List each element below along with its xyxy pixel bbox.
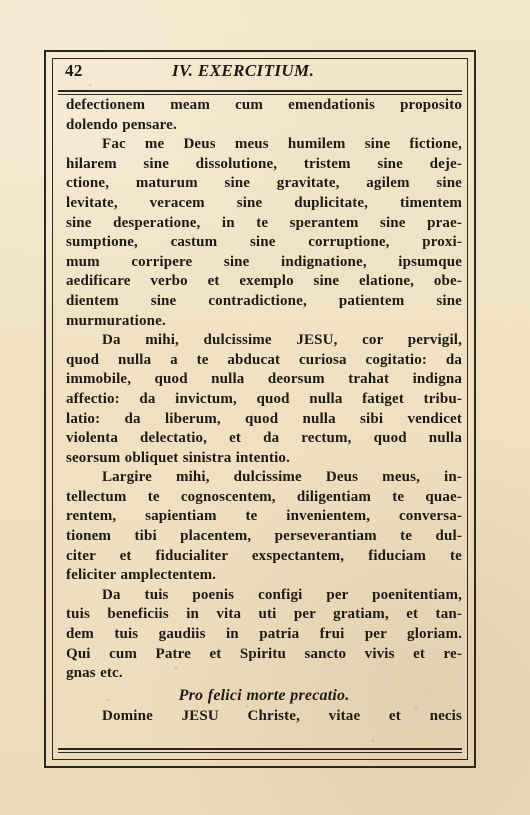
bottom-rule-thin bbox=[58, 752, 462, 753]
final-text-line: Domine JESU Christe, vitae et necis bbox=[102, 708, 462, 725]
text-line-10: aedificare verbo et exemplo sine elatione, obe- bbox=[66, 273, 462, 290]
text-line-11: dientem sine contradictione, patientem sine bbox=[66, 292, 462, 309]
running-title: IV. EXERCITIUM. bbox=[172, 61, 315, 80]
text-line-12: murmuratione. bbox=[66, 312, 166, 329]
text-line-7: sine desperatione, in te sperantem sine prae- bbox=[66, 214, 462, 231]
text-line-29: Qui cum Patre et Spiritu sancto vivis et re- bbox=[66, 645, 462, 662]
text-line-21: tellectum te cognoscentem, diligentiam te quae- bbox=[66, 488, 462, 505]
header-rule-thin bbox=[58, 94, 462, 95]
text-line-5: ctione, maturum sine gravitate, agilem sine bbox=[66, 175, 462, 192]
text-line-16: affectio: da invictum, quod nulla fatiget tribu- bbox=[66, 390, 462, 407]
text-line-30: gnas etc. bbox=[66, 665, 123, 682]
text-line-25: feliciter amplectentem. bbox=[66, 567, 217, 584]
page-text bbox=[66, 96, 462, 748]
text-line-6: levitate, veracem sine duplicitate, timentem bbox=[66, 194, 462, 211]
text-line-24: citer et fiducialiter exspectantem, fiduciam te bbox=[66, 547, 462, 564]
text-line-27: tuis beneficiis in vita uti per gratiam, et tan- bbox=[66, 606, 462, 623]
text-line-26: Da tuis poenis configi per poenitentiam, bbox=[102, 586, 462, 603]
header-rule bbox=[58, 90, 462, 92]
page-number: 42 bbox=[65, 61, 83, 80]
text-line-2: dolendo pensare. bbox=[66, 116, 177, 133]
text-line-4: hilarem sine dissolutione, tristem sine deje- bbox=[66, 155, 462, 172]
text-line-22: rentem, sapientiam te invenientem, conversa- bbox=[66, 508, 462, 525]
text-line-28: dem tuis gaudiis in patria frui per gloriam. bbox=[66, 626, 462, 643]
text-line-23: tionem tibi placentem, perseverantiam te dul- bbox=[66, 528, 462, 545]
text-line-17: latio: da liberum, quod nulla sibi vendicet bbox=[66, 410, 462, 427]
text-line-8: sumptione, castum sine corruptione, proxi- bbox=[66, 234, 462, 251]
section-title: Pro felici morte precatio. bbox=[178, 686, 350, 704]
text-line-13: Da mihi, dulcissime JESU, cor pervigil, bbox=[102, 332, 462, 349]
text-line-15: immobile, quod nulla deorsum trahat indigna bbox=[66, 371, 462, 388]
page-header bbox=[62, 60, 460, 82]
text-line-3: Fac me Deus meus humilem sine fictione, bbox=[102, 136, 462, 153]
text-line-19: seorsum obliquet sinistra intentio. bbox=[66, 449, 290, 466]
text-line-14: quod nulla a te abducat curiosa cogitatio: da bbox=[66, 351, 462, 368]
bottom-rule bbox=[58, 748, 462, 750]
text-line-9: mum corripere sine indignatione, ipsumque bbox=[66, 253, 462, 270]
text-line-18: violenta delectatio, et da rectum, quod nulla bbox=[66, 430, 462, 447]
text-line-1: defectionem meam cum emendationis proposito bbox=[66, 97, 462, 113]
text-line-20: Largire mihi, dulcissime Deus meus, in- bbox=[102, 469, 462, 486]
